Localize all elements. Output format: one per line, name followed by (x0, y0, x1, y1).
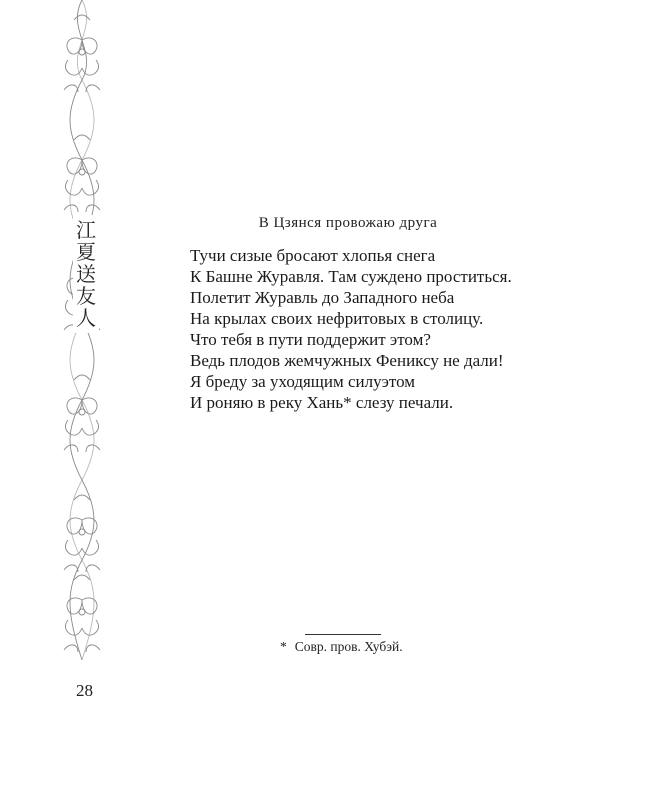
poem-title: В Цзянся провожаю друга (258, 215, 438, 231)
poem-line: Я бреду за уходящим силуэтом (190, 372, 416, 391)
chinese-title-char: 江 (76, 218, 96, 242)
footnote (280, 639, 403, 655)
chinese-title-char: 友 (76, 284, 96, 308)
chinese-title-char: 人 (76, 306, 96, 330)
poem-line: На крылах своих нефритовых в столицу. (190, 309, 484, 328)
poem-line: Тучи сизые бросают хлопья снега (190, 246, 436, 265)
page-number: 28 (76, 681, 93, 700)
chinese-title-vertical (73, 215, 99, 333)
chinese-title-char: 夏 (76, 240, 96, 264)
chinese-title-char: 送 (76, 262, 96, 286)
poem-line: Ведь плодов жемчужных Фениксу не дали! (190, 351, 504, 370)
poem-line: К Башне Журавля. Там суждено проститься. (190, 267, 512, 286)
footnote-divider (305, 634, 381, 635)
poem-line: И роняю в реку Хань* слезу печали. (190, 393, 454, 412)
poem-line: Полетит Журавль до Западного неба (190, 288, 455, 307)
poem-line: Что тебя в пути поддержит этом? (190, 330, 431, 349)
footnote-text: Совр. пров. Хубэй. (294, 639, 403, 654)
poem-body (190, 245, 512, 413)
footnote-mark: * (280, 639, 287, 654)
